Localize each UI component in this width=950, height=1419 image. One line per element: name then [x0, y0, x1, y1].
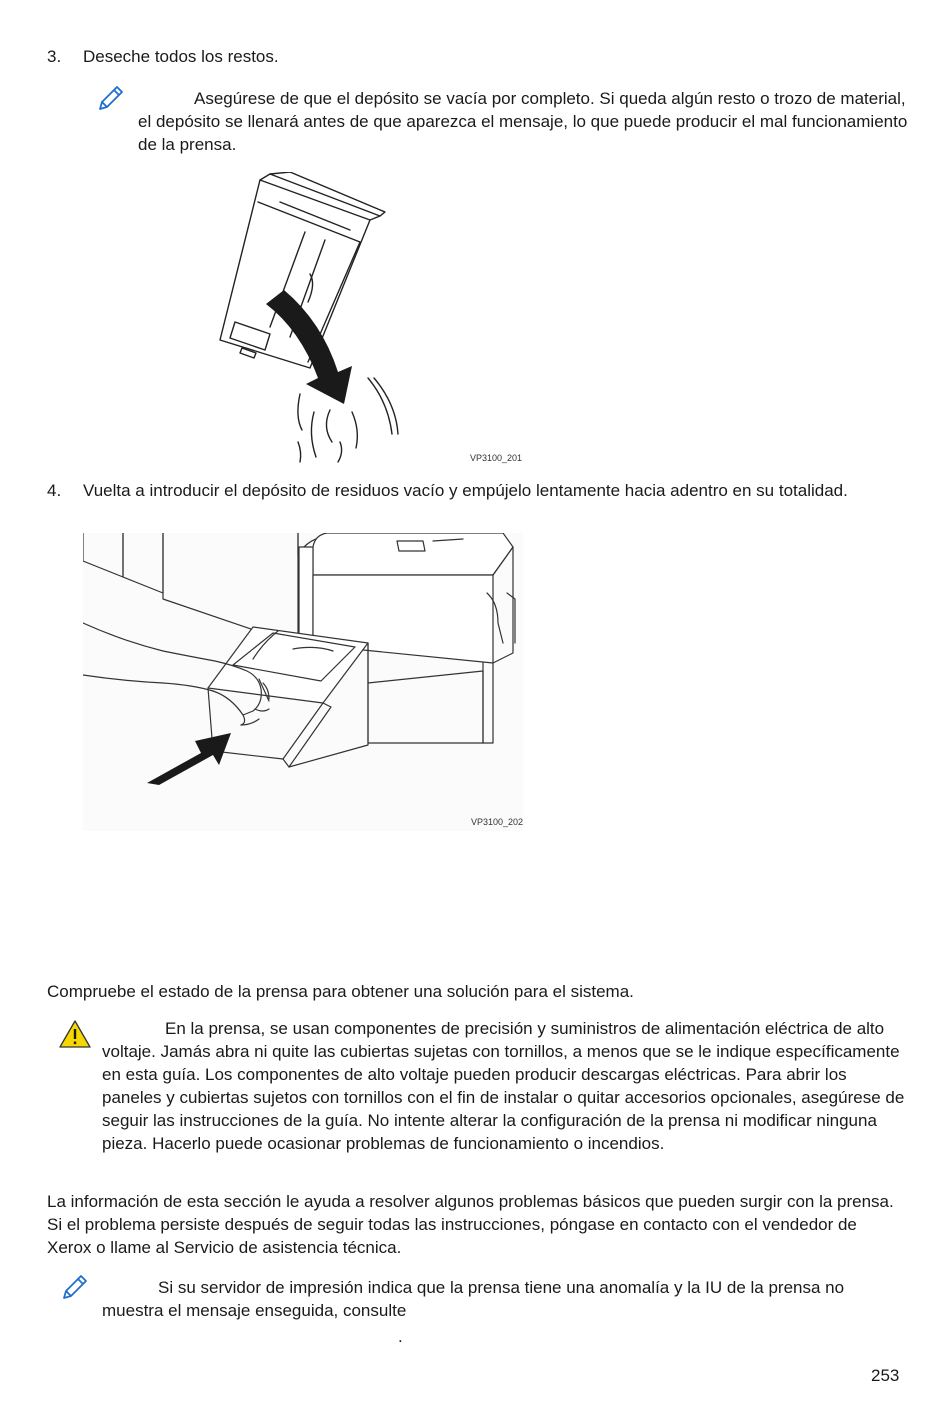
step-number: 3. [47, 47, 62, 66]
warning-body: En la prensa, se usan componentes de precisión y suministros de alimentación eléctrica de alto voltaje. Jamás abra ni quite las cubiertas sujetas con tornillos, a menos que se le indique específicamente en esta guía. Los componentes de alto voltaje pueden producir descargas eléctricas. Para abrir los paneles y cubiertas sujetos con tornillos con el fin de instalar o quitar accesorios opcionales, asegúrese de seguir las instrucciones de la guía. No intente alterar la configuración de la prensa ni modificar ninguna pieza. Hacerlo puede ocasionar problemas de funcionamiento o incendios. [102, 1019, 905, 1153]
warning-text [102, 1017, 907, 1155]
bottom-note-text [102, 1276, 877, 1322]
insert-container-illustration [83, 533, 523, 831]
step-text: Deseche todos los restos. [83, 47, 279, 66]
pencil-note-icon [59, 1273, 89, 1303]
note-body: Asegúrese de que el depósito se vacía por completo. Si queda algún resto o trozo de material, el depósito se llenará antes de que aparezca el mensaje, lo que puede producir el mal funcionamiento de la prensa. [138, 89, 908, 154]
note-text [138, 87, 908, 156]
info-paragraph: La información de esta sección le ayuda a resolver algunos problemas básicos que pueden surgir con la prensa. Si el problema persiste después de seguir todas las instrucciones, póngase en contacto con el vendedor de Xerox o llame al Servicio de asistencia técnica. [47, 1192, 894, 1257]
pencil-note-icon [95, 84, 125, 114]
figure-label: VP3100_202 [471, 817, 523, 827]
figure-label: VP3100_201 [470, 453, 523, 463]
step-text: Vuelta a introducir el depósito de residuos vacío y empújelo lentamente hacia adentro en su totalidad. [83, 481, 848, 500]
bottom-note-body: Si su servidor de impresión indica que la prensa tiene una anomalía y la IU de la prensa no muestra el mensaje enseguida, consulte [102, 1278, 845, 1320]
empty-container-illustration [210, 172, 530, 464]
status-paragraph: Compruebe el estado de la prensa para obtener una solución para el sistema. [47, 982, 634, 1001]
bottom-note-trail: . [398, 1327, 403, 1346]
page-number: 253 [871, 1366, 900, 1385]
step-number: 4. [47, 481, 62, 500]
warning-triangle-icon [58, 1019, 92, 1049]
